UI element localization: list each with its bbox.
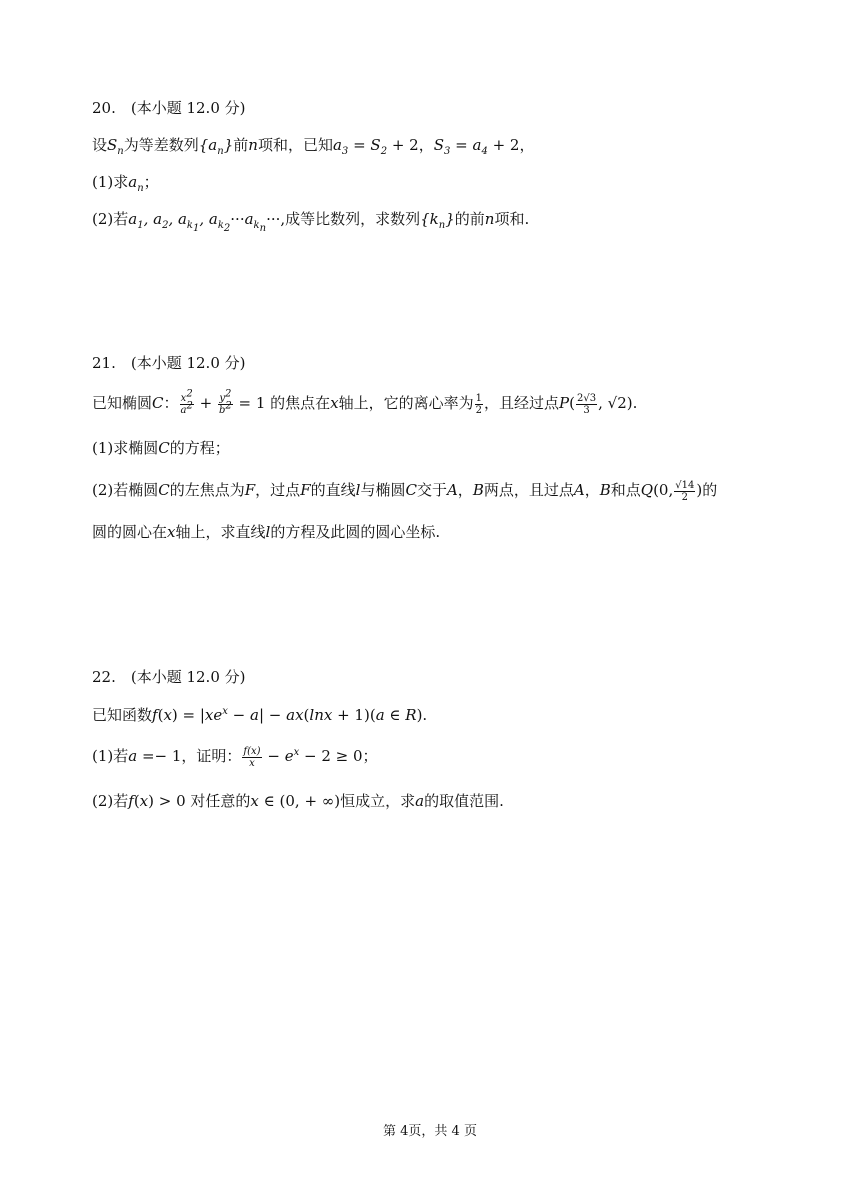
q22-header: 22. (本小题 12.0 分) (92, 668, 246, 686)
q21-part2-line2: 圆的圆心在x轴上，求直线l的方程及此圆的圆心坐标. (92, 523, 441, 541)
q21-part2-line1: (2)若椭圆C的左焦点为F，过点F的直线l与椭圆C交于A，B两点，且过点A，B和点Q(0, $\frac{√14}{2}$ )的 (92, 479, 718, 503)
q20-header: 20. (本小题 12.0 分) (92, 99, 246, 117)
q20-stem: 设$S_n$为等差数列$\{a_n\}$前n项和，已知$a_3 = S_2 + 2$，$S_3 = a_4 + 2$， (92, 136, 535, 157)
q21-header: 21. (本小题 12.0 分) (92, 354, 246, 372)
q21-part1: (1)求椭圆C的方程； (92, 439, 230, 457)
q22-stem: 已知函数$f(x) = |xe^x - a| - ax(\ln x + 1)(a$ ∈ R). (92, 706, 428, 724)
q20-part2: (2)若$a_1$, $a_2$, $a_{k_1}$, $a_{k_2}\cdot\cdot\cdot a_{k_n}\cdot\cdot\cdot$,成等比数列，求数列$\{k_n\}$的前n项和. (92, 210, 530, 234)
page-footer: 第 4页，共 4 页 (383, 1124, 477, 1139)
q21-stem: 已知椭圆C： $\frac{x^2}{a^2}$ + $\frac{y^2}{b^2}$ = 1 的焦点在x轴上，它的离心率为 $\frac{1}{2}$ ，且经过点P( $\frac{2√3}{3}$ , √2). (92, 388, 638, 416)
q22-part2: (2)若f(x) > 0 对任意的x ∈ (0, + ∞)恒成立，求a的取值范围. (92, 792, 504, 810)
q22-part1: (1)若a =− 1，证明： $\frac{f(x)}{x}$ − $e^x - 2 \ge 0$； (92, 745, 378, 769)
q20-part1: (1)求$a_n$； (92, 173, 159, 194)
